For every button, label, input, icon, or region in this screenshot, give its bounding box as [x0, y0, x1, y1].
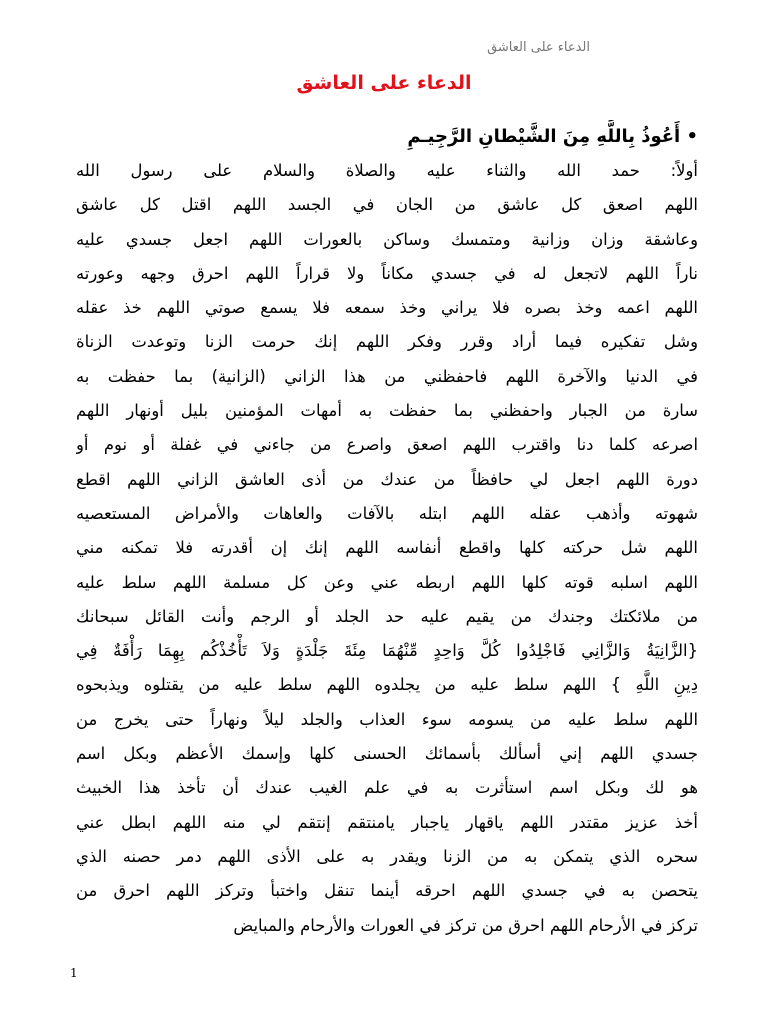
body-line: في الدنيا والآخرة اللهم فاحفظني من هذا الزاني (الزانية) بما حفظت به: [76, 366, 698, 386]
body-line: اللهم سلط عليه من يسومه سوء العذاب والجلد ليلاً ونهاراً حتى يخرج من: [76, 709, 698, 729]
body-line: تركز في الأرحام اللهم احرق من تركز في العورات والأرحام والمبايض: [233, 915, 698, 935]
body-line: دِينِ اللَّهِ } اللهم سلط عليه من يجلدوه اللهم سلط عليه من يقتلوه ويذبحوه: [76, 675, 698, 695]
body-line: اللهم اصعق كل عاشق من الجان في الجسد اللهم اقتل كل عاشق: [76, 195, 698, 215]
quran-verse-line: {الزَّانِيَةُ وَالزَّانِي فَاجْلِدُوا كُلَّ وَاحِدٍ مِّنْهُمَا مِئَةَ جَلْدَةٍ وَلاَ تَأْخُذْكُم بِهِمَا رَأْفَةٌ فِي: [76, 641, 698, 661]
page-number: 1: [70, 966, 78, 980]
body-line: وشل تفكيره فيما أراد وقرر وفكر اللهم إنك حرمت الزنا وتوعدت الزناة: [76, 332, 698, 352]
document-title: الدعاء على العاشق: [296, 72, 472, 94]
body-line: سارة من الجبار واحفظني بما حفظت به أمهات المؤمنين بليل أونهار اللهم: [76, 401, 698, 421]
body-line: ناراً اللهم لاتجعل له في جسدي مكاناً ولا قراراً اللهم احرق وجهه وعورته: [76, 263, 698, 283]
body-line: أولاً: حمد الله والثناء عليه والصلاة والسلام على رسول الله: [76, 161, 698, 180]
body-line: هو لك وبكل اسم استأثرت به في علم الغيب عندك أن تأخذ هذا الخبيث: [76, 778, 698, 798]
body-line: سحره الذي يتمكن به من الزنا ويقدر به على الأذى اللهم دمر حصنه الذي: [76, 846, 698, 866]
body-line: اللهم شل حركته كلها واقطع أنفاسه اللهم إنك إن أقدرته فلا تمكنه مني: [76, 538, 698, 558]
body-line: شهوته وأذهب عقله اللهم ابتله بالآفات والعاهات والأمراض المستعصيه: [76, 503, 698, 523]
body-line: دورة اللهم اجعل لي حافظاً من عندك من أذى العاشق الزاني اللهم اقطع: [76, 469, 698, 489]
body-line: وعاشقة وزان وزانية ومتمسك وساكن بالعورات اللهم اجعل جسدي عليه: [76, 229, 698, 249]
body-line: من ملائكتك وجندك من يقيم عليه حد الجلد أو الرجم وأنت القائل سبحانك: [76, 606, 698, 626]
opening-line: • أَعُوذُ بِاللَّهِ مِنَ الشَّيْطانِ الرَّجِيـمِ: [407, 126, 698, 147]
document-body: [76, 120, 698, 943]
body-line: اللهم اعمه وخذ بصره فلا يراني وخذ سمعه فلا يسمع صوتي اللهم خذ عقله: [76, 298, 698, 318]
body-line: اصرعه كلما دنا واقترب اللهم اصعق واصرع من جاءني في غفلة أو نوم أو: [76, 435, 698, 455]
body-line: اللهم اسلبه قوته كلها اللهم اربطه عني وعن كل مسلمة اللهم سلط عليه: [76, 572, 698, 592]
body-line: أخذ عزيز مقتدر اللهم ياقهار ياجبار يامنتقم إنتقم لي منه اللهم ابطل عني: [76, 812, 698, 832]
body-line: جسدي اللهم إني أسألك بأسمائك الحسنى كلها وإسمك الأعظم وبكل اسم: [76, 744, 698, 764]
running-header: الدعاء على العاشق: [487, 40, 590, 55]
body-line: يتحصن به في جسدي اللهم احرقه أينما تنقل واختبأ وتركز اللهم احرق من: [76, 881, 698, 901]
